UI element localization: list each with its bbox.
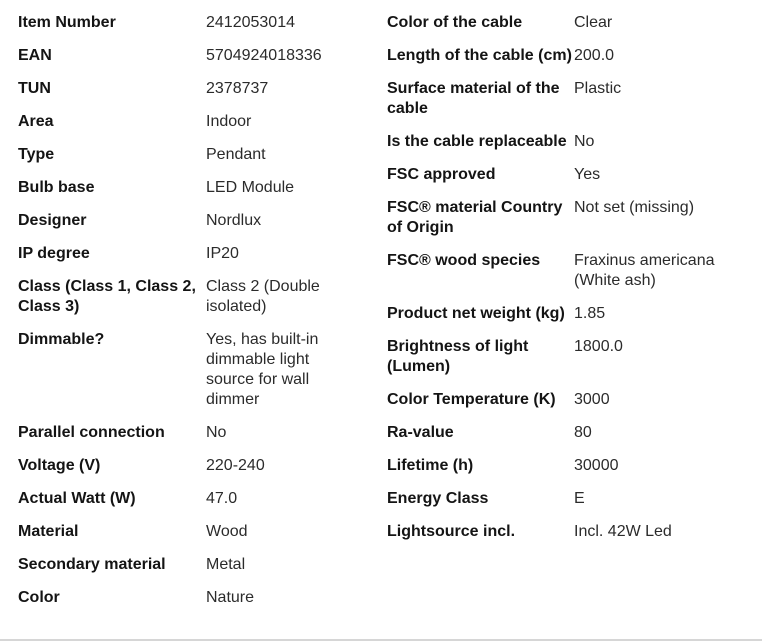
spec-value: 47.0	[206, 490, 238, 507]
spec-row-fsc-wood-species	[387, 251, 747, 304]
spec-label: Bulb base	[18, 179, 95, 196]
spec-value: No	[206, 424, 227, 441]
spec-value: 1.85	[574, 305, 606, 322]
spec-label: Material	[18, 523, 79, 540]
spec-value: Not set (missing)	[574, 199, 695, 216]
spec-column-left	[18, 13, 368, 621]
spec-value: No	[574, 133, 595, 150]
spec-value: Indoor	[206, 113, 252, 130]
spec-label: FSC® wood species	[387, 252, 541, 269]
spec-label: Actual Watt (W)	[18, 490, 136, 507]
spec-label: FSC® material Country of Origin	[387, 199, 563, 236]
spec-label: FSC approved	[387, 166, 496, 183]
spec-row-color-temperature	[387, 390, 747, 423]
spec-row-actual-watt	[18, 489, 368, 522]
spec-row-secondary-material	[18, 555, 368, 588]
spec-value: 5704924018336	[206, 47, 322, 64]
spec-value: 80	[574, 424, 592, 441]
spec-value: Class 2 (Double isolated)	[206, 278, 320, 315]
spec-row-cable-color	[387, 13, 747, 46]
spec-label: Lifetime (h)	[387, 457, 474, 474]
spec-value: Incl. 42W Led	[574, 523, 672, 540]
spec-value: IP20	[206, 245, 239, 262]
spec-label: Ra-value	[387, 424, 454, 441]
spec-row-ra-value	[387, 423, 747, 456]
spec-value: 1800.0	[574, 338, 623, 355]
spec-label: TUN	[18, 80, 51, 97]
spec-label: Secondary material	[18, 556, 166, 573]
spec-value: 30000	[574, 457, 619, 474]
spec-row-area	[18, 112, 368, 145]
spec-label: Color Temperature (K)	[387, 391, 556, 408]
spec-value: Pendant	[206, 146, 266, 163]
spec-row-net-weight	[387, 304, 747, 337]
spec-value: Yes, has built-in dimmable light source for wall dimmer	[206, 331, 319, 408]
spec-label: Designer	[18, 212, 87, 229]
spec-row-bulb-base	[18, 178, 368, 211]
spec-value: Wood	[206, 523, 248, 540]
spec-value: Plastic	[574, 80, 622, 97]
spec-value: Fraxinus americana (White ash)	[574, 252, 715, 289]
spec-label: Color	[18, 589, 60, 606]
spec-label: IP degree	[18, 245, 90, 262]
spec-row-dimmable	[18, 330, 368, 423]
spec-value: Nordlux	[206, 212, 262, 229]
spec-row-brightness	[387, 337, 747, 390]
spec-row-parallel-connection	[18, 423, 368, 456]
spec-label: Energy Class	[387, 490, 489, 507]
spec-value: Metal	[206, 556, 246, 573]
spec-row-lifetime	[387, 456, 747, 489]
spec-label: Length of the cable (cm)	[387, 47, 572, 64]
spec-value: E	[574, 490, 585, 507]
spec-label: Color of the cable	[387, 14, 523, 31]
spec-row-material	[18, 522, 368, 555]
spec-row-fsc-origin	[387, 198, 747, 251]
spec-row-color	[18, 588, 368, 621]
spec-row-fsc-approved	[387, 165, 747, 198]
spec-value: Clear	[574, 14, 613, 31]
spec-row-designer	[18, 211, 368, 244]
spec-row-class	[18, 277, 368, 330]
spec-value: Yes	[574, 166, 601, 183]
spec-value: 2378737	[206, 80, 269, 97]
spec-label: Class (Class 1, Class 2, Class 3)	[18, 278, 196, 315]
spec-value: 3000	[574, 391, 610, 408]
spec-label: Item Number	[18, 14, 116, 31]
spec-label: Brightness of light (Lumen)	[387, 338, 529, 375]
spec-label: Voltage (V)	[18, 457, 101, 474]
spec-label: Area	[18, 113, 54, 130]
spec-row-tun	[18, 79, 368, 112]
spec-value: Nature	[206, 589, 255, 606]
spec-label: Dimmable?	[18, 331, 105, 348]
spec-label: Is the cable replaceable	[387, 133, 567, 150]
spec-value: 220-240	[206, 457, 265, 474]
spec-label: Parallel connection	[18, 424, 165, 441]
spec-label: EAN	[18, 47, 52, 64]
spec-row-cable-length	[387, 46, 747, 79]
spec-row-ean	[18, 46, 368, 79]
spec-label: Lightsource incl.	[387, 523, 516, 540]
spec-label: Product net weight (kg)	[387, 305, 565, 322]
spec-row-cable-surface-material	[387, 79, 747, 132]
spec-row-cable-replaceable	[387, 132, 747, 165]
spec-row-type	[18, 145, 368, 178]
spec-row-lightsource	[387, 522, 747, 555]
spec-label: Surface material of the cable	[387, 80, 560, 117]
spec-column-right	[387, 13, 747, 555]
spec-value: LED Module	[206, 179, 295, 196]
spec-row-item-number	[18, 13, 368, 46]
spec-value: 200.0	[574, 47, 615, 64]
spec-row-voltage	[18, 456, 368, 489]
spec-row-energy-class	[387, 489, 747, 522]
spec-value: 2412053014	[206, 14, 295, 31]
spec-row-ip-degree	[18, 244, 368, 277]
spec-label: Type	[18, 146, 55, 163]
product-specifications	[0, 13, 762, 633]
